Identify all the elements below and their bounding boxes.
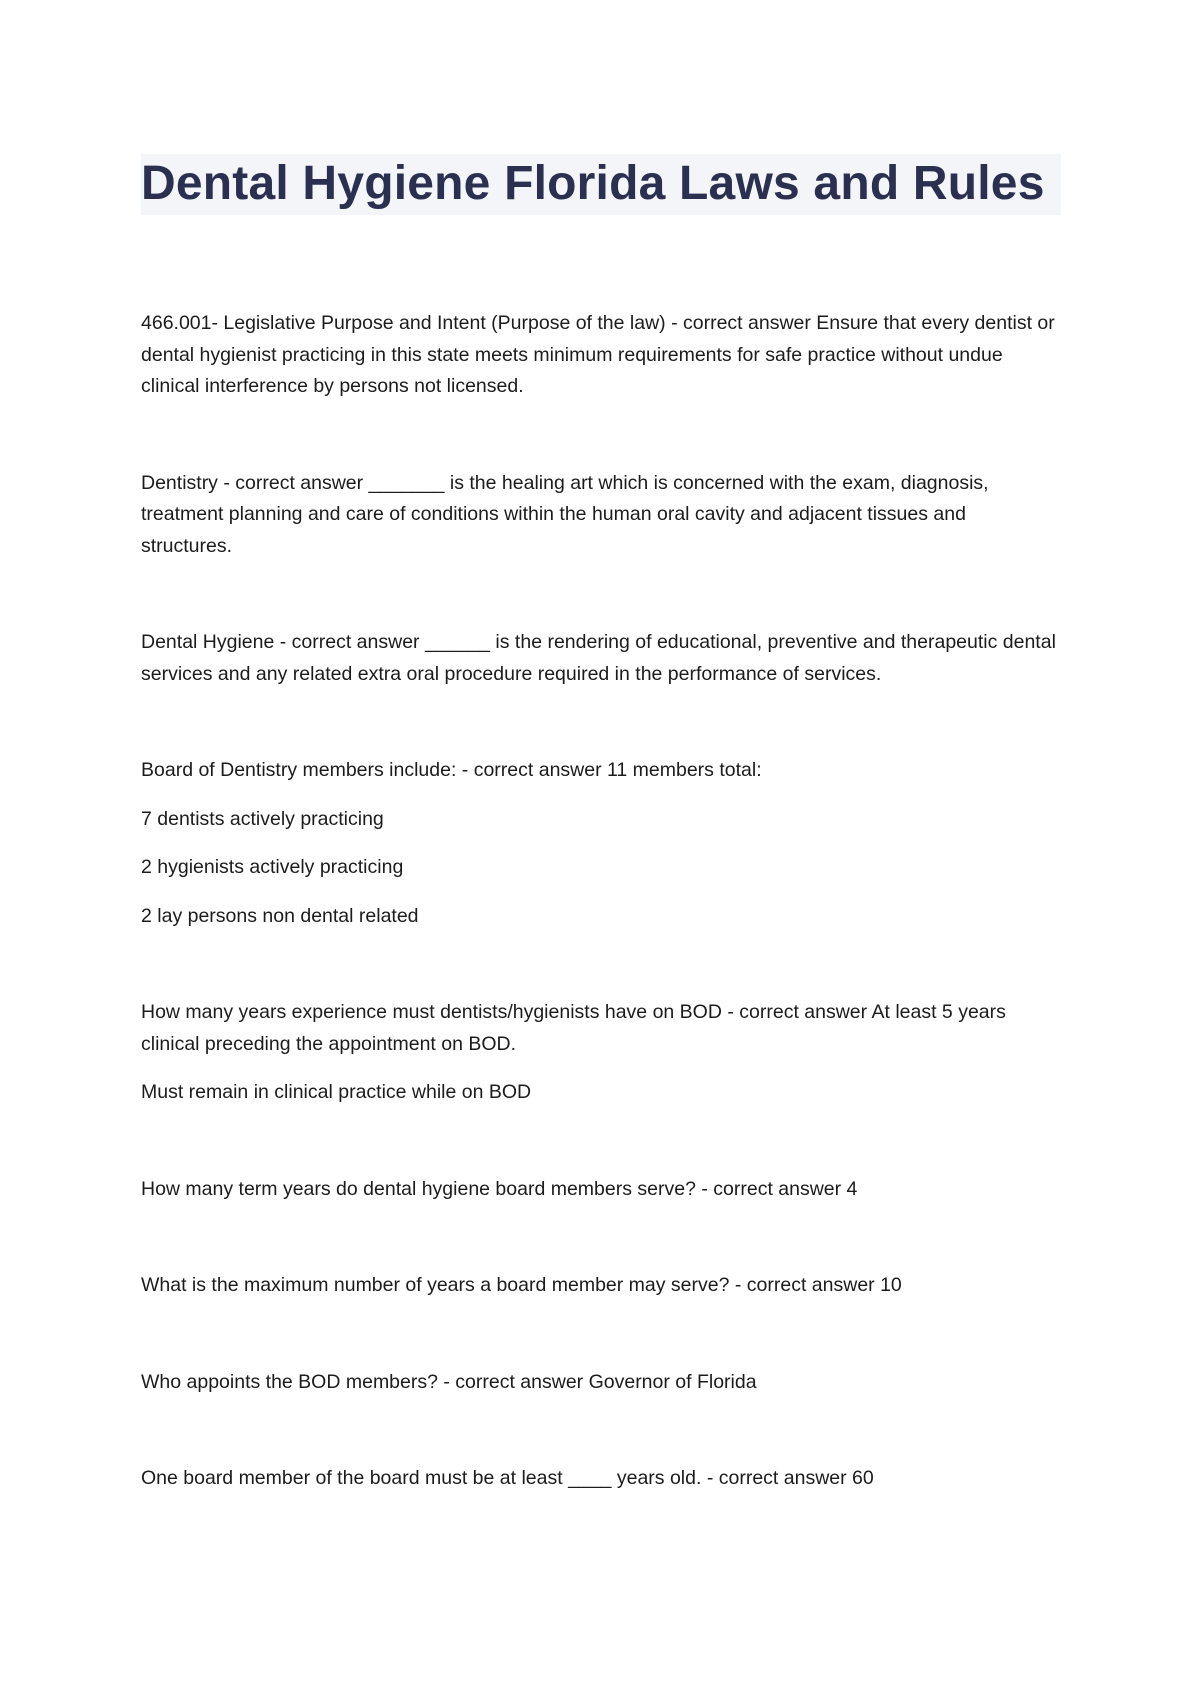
qa-text: How many years experience must dentists/hygienists have on BOD - correct answer At least 5 years clinical preceding the appointment on BOD. — [141, 1001, 1006, 1055]
qa-text: Dentistry - correct answer _______ is the healing art which is concerned with the exam, diagnosis, treatment planning and care of conditions within the human oral cavity and adjacent tissues and structures. — [141, 471, 989, 557]
qa-detail-line: 2 hygienists actively practicing — [141, 856, 404, 878]
qa-item-term-years — [141, 1174, 1061, 1206]
qa-text: Who appoints the BOD members? - correct answer Governor of Florida — [141, 1370, 757, 1393]
qa-text: How many term years do dental hygiene board members serve? - correct answer 4 — [141, 1177, 858, 1200]
qa-text: Board of Dentistry members include: - correct answer 11 members total: — [141, 759, 762, 781]
qa-item-dentistry — [141, 468, 1061, 563]
qa-text: One board member of the board must be at least ____ years old. - correct answer 60 — [141, 1467, 874, 1489]
qa-text: Dental Hygiene - correct answer ______ is the rendering of educational, preventive and therapeutic dental services and any related extra oral procedure required in the performance of services. — [141, 631, 1056, 685]
qa-item-dental-hygiene — [141, 627, 1061, 690]
qa-detail-line: 7 dentists actively practicing — [141, 807, 384, 830]
qa-item-appointer — [141, 1367, 1061, 1399]
qa-text: What is the maximum number of years a board member may serve? - correct answer 10 — [141, 1274, 902, 1296]
qa-item-legislative-purpose — [141, 308, 1061, 403]
page-title: Dental Hygiene Florida Laws and Rules — [141, 157, 1045, 210]
qa-item-max-years — [141, 1270, 1061, 1302]
qa-detail-line: Must remain in clinical practice while on BOD — [141, 1081, 532, 1103]
qa-list — [141, 308, 1061, 1495]
qa-item-member-age — [141, 1463, 1061, 1495]
qa-detail-line: 2 lay persons non dental related — [141, 904, 419, 927]
qa-item-board-members — [141, 755, 1061, 932]
qa-item-years-experience — [141, 997, 1061, 1109]
title-banner — [141, 154, 1061, 215]
qa-text: 466.001- Legislative Purpose and Intent (Purpose of the law) - correct answer Ensure that every dentist or dental hygienist practicing in this state meets minimum requirements for safe practice without undue clinical interference by persons not licensed. — [141, 312, 1055, 397]
